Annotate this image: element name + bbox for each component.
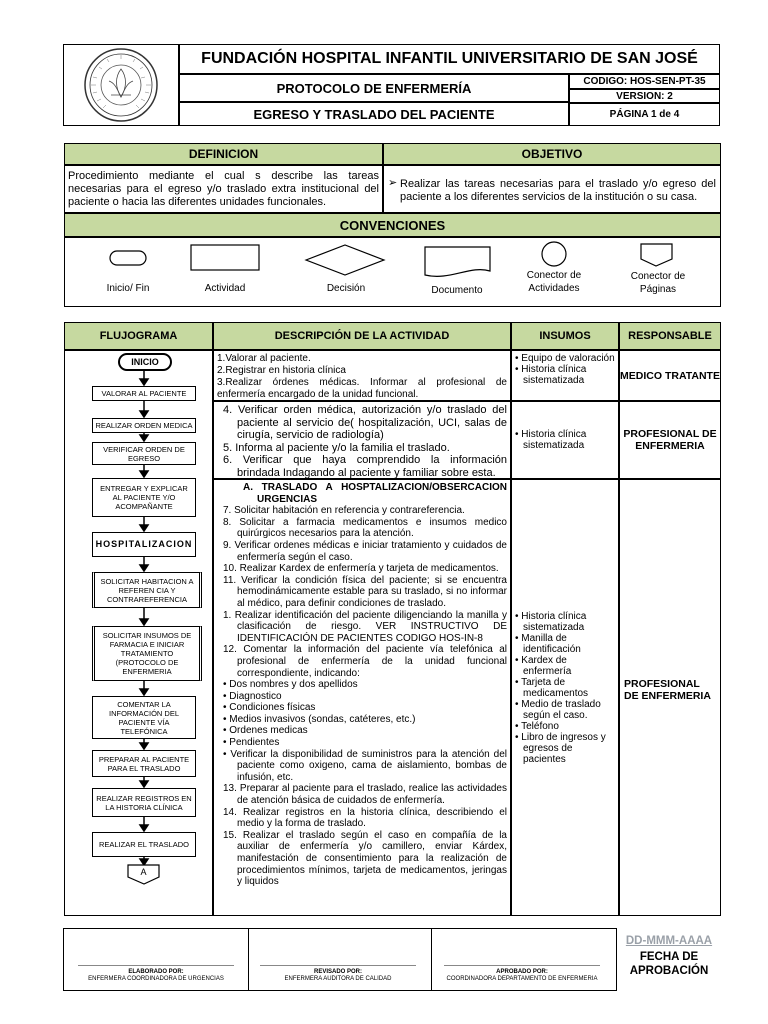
description-item: 7. Solicitar habitación en referencia y contrareferencia.	[223, 505, 465, 517]
description-item: 6. Verificar que haya comprendido la información brindada Indagando al paciente y familiar sobre esta.	[223, 454, 507, 479]
document-version: VERSION: 2	[569, 89, 720, 103]
row2-description	[213, 401, 511, 479]
supply-item: Historia clínica sistematizada	[521, 611, 587, 633]
description-item: 15. Realizar el traslado según el caso en compañía de la auxiliar de enfermería y/o camillero, enviar Kárdex, manifestación de consentimiento para la realización de procedimientos mínimos, tarjeta de medicamentos, jeringas y liquidos	[223, 829, 507, 888]
flow-step-valorar: VALORAR AL PACIENTE	[92, 386, 196, 401]
flow-step-realizar-registros: REALIZAR REGISTROS EN LA HISTORIA CLÍNICA	[92, 788, 196, 817]
flow-step-preparar-paciente: PREPARAR AL PACIENTE PARA EL TRASLADO	[92, 750, 196, 777]
row1-supplies: • Equipo de valoración • Historia clínica sistematizada	[511, 350, 619, 401]
supply-item: Equipo de valoración	[521, 353, 615, 364]
row1-description	[213, 350, 511, 401]
circle-shape-icon	[542, 242, 566, 266]
symbol-label-document: Documento	[431, 285, 483, 296]
flow-step-solicitar-insumos: SOLICITAR INSUMOS DE FARMACIA E INICIAR TRATAMIENTO (PROTOCOLO DE ENFERMERIA	[92, 626, 202, 681]
supply-item: Historia clínica sistematizada	[521, 429, 587, 451]
column-header-supplies: INSUMOS	[511, 322, 619, 350]
description-bullet: • Diagnostico	[223, 690, 282, 702]
flowchart-cell	[64, 350, 213, 916]
signature-title-aprobado: APROBADO POR:	[496, 969, 548, 975]
logo-cell	[63, 44, 179, 126]
description-item: 2.Registrar en historia clínica	[217, 365, 346, 376]
page-number: PÁGINA 1 de 4	[569, 103, 720, 126]
conventions-heading: CONVENCIONES	[64, 213, 721, 237]
symbol-label-activity: Actividad	[204, 283, 246, 294]
procedure-title: EGRESO Y TRASLADO DEL PACIENTE	[179, 102, 569, 126]
column-header-responsible: RESPONSABLE	[619, 322, 721, 350]
flow-start-terminator: INICIO	[118, 353, 172, 371]
flow-step-hospitalizacion: HOSPITALIZACION	[92, 532, 196, 557]
offpage-shape-icon	[641, 244, 672, 266]
description-bullet: • Verificar la disponibilidad de suministros para la atención del paciente como oxigeno, cama de aislamiento, bombas de infusión, etc.	[223, 748, 507, 783]
description-item: 5. Informa al paciente y/o la familia el traslado.	[223, 441, 450, 454]
approval-date-placeholder: DD-MMM-AAAA	[625, 935, 713, 947]
rectangle-shape-icon	[191, 245, 259, 270]
supply-item: Kardex de enfermería	[521, 655, 572, 677]
signature-role-elaborado: ENFERMERA COORDINADORA DE URGENCIAS	[88, 976, 224, 982]
flow-step-orden-medica: REALIZAR ORDEN MEDICA	[92, 418, 196, 433]
description-item: 10. Realizar Kardex de enfermería y tarjeta de medicamentos.	[223, 563, 499, 575]
signature-role-aprobado: COORDINADORA DEPARTAMENTO DE ENFERMERIA	[446, 976, 598, 982]
supply-item: Teléfono	[521, 721, 559, 732]
definition-text: Procedimiento mediante el cual s describe las tareas necesarias para el egreso y/o traslado extra institucional del paciente o hacia las diferentes unidades funcionales.	[64, 165, 383, 213]
signature-title-revisado: REVISADO POR:	[313, 969, 362, 975]
symbol-label-decision: Decisión	[326, 283, 366, 294]
symbol-label-page-connector: Conector de Páginas	[630, 271, 686, 295]
conventions-panel	[64, 237, 721, 307]
description-bullet: • Ordenes medicas	[223, 725, 308, 737]
column-header-description: DESCRIPCIÓN DE LA ACTIVIDAD	[213, 322, 511, 350]
section-heading: A. TRASLADO A HOSPTALIZACION/OBSERCACION URGENCIAS	[243, 482, 507, 505]
symbol-label-start-end: Inicio/ Fin	[106, 283, 150, 294]
description-item: 13. Preparar al paciente para el traslado, realice las actividades de atención básica de cuidados de enfermería.	[223, 783, 507, 807]
signature-role-revisado: ENFERMERA AUDITORA DE CALIDAD	[284, 976, 392, 982]
flow-step-comentar-informacion: COMENTAR LA INFORMACIÓN DEL PACIENTE VÍA TELEFÓNICA	[92, 696, 196, 739]
description-bullet: • Condiciones físicas	[223, 702, 316, 714]
supply-item: Manilla de identificación	[521, 633, 581, 655]
row2-responsible: PROFESIONAL DE ENFERMERIA	[619, 401, 721, 479]
description-item: 14. Realizar registros en la historia clínica, describiendo el medio y la forma de traslado.	[223, 806, 507, 830]
description-item: 12. Comentar la información del paciente vía telefónica al profesional de enfermería de la unidad funcional correspondiente, indicando:	[223, 644, 507, 679]
flow-step-verificar-orden: VERIFICAR ORDEN DE EGRESO	[92, 442, 196, 465]
definition-heading: DEFINICION	[64, 143, 383, 165]
hospital-seal-logo	[81, 47, 161, 123]
objective-text	[383, 165, 721, 213]
document-shape-icon	[425, 247, 490, 276]
institution-name: FUNDACIÓN HOSPITAL INFANTIL UNIVERSITARIO DE SAN JOSÉ	[179, 44, 720, 74]
description-item: 9. Verificar ordenes médicas e iniciar tratamiento y cuidados de enfermería según el caso.	[223, 539, 507, 563]
supply-item: Medio de traslado según el caso.	[521, 699, 601, 721]
row3-responsible: PROFESIONAL DE ENFERMERIA	[619, 479, 721, 916]
column-header-flowchart: FLUJOGRAMA	[64, 322, 213, 350]
description-bullet: • Dos nombres y dos apellidos	[223, 679, 358, 691]
diamond-shape-icon	[306, 245, 384, 275]
description-bullet: • Medios invasivos (sondas, catéteres, etc.)	[223, 713, 416, 725]
description-item: 4. Verificar orden médica, autorización y/o traslado del paciente al servicio de( hospitalización, UCI, salas de cirugía, servicio de radiología)	[223, 404, 507, 441]
arrow-bullet-icon: ➢	[388, 177, 398, 189]
description-item: 1.Valorar al paciente.	[217, 353, 311, 364]
flow-page-connector-label: A	[140, 867, 147, 877]
symbol-label-activity-connector: Conector de Actividades	[526, 270, 582, 294]
description-bullet: • Pendientes	[223, 737, 280, 749]
row3-supplies: • Historia clínica sistematizada • Manilla de identificación • Kardex de enfermería • Tarjeta de medicamentos • Medio de traslado según el caso. • Teléfono • Libro de ingresos y egresos de pacientes	[511, 479, 619, 916]
supply-item: Tarjeta de medicamentos	[521, 677, 589, 699]
description-item: 3.Realizar órdenes médicas. Informar al profesional de enfermería encargado de la unidad funcional.	[217, 377, 507, 400]
description-item: 11. Verificar la condición física del paciente; si se encuentra hemodinámicamente estable para su traslado, si no informar al médico, para definir condiciones de traslado.	[223, 574, 507, 609]
signature-footer	[63, 928, 617, 991]
signature-title-elaborado: ELABORADO POR:	[128, 969, 184, 975]
row3-description	[213, 479, 511, 916]
flow-step-realizar-traslado: REALIZAR EL TRASLADO	[92, 832, 196, 857]
objective-heading: OBJETIVO	[383, 143, 721, 165]
protocol-title: PROTOCOLO DE ENFERMERÍA	[179, 74, 569, 102]
terminator-shape-icon	[110, 251, 146, 265]
description-item: 1. Realizar identificación del paciente diligenciando la manilla y clasificación de riesgo. VER INSTRUCTIVO DE IDENTIFICACIÓN DE PACIENTES CODIGO HOS-IN-8	[223, 609, 507, 644]
objective-text-content: Realizar las tareas necesarias para el traslado y/o egreso del paciente a los diferentes servicios de la institución o su casa.	[400, 178, 716, 203]
description-item: 8. Solicitar a farmacia medicamentos e insumos medico quirúrgicos necesarios para la atención.	[223, 516, 507, 540]
flow-step-solicitar-habitacion: SOLICITAR HABITACION A REFEREN CIA Y CONTRAREFERENCIA	[92, 572, 202, 608]
approval-date-block	[619, 934, 719, 986]
document-code: CODIGO: HOS-SEN-PT-35	[569, 74, 720, 89]
flow-step-entregar-explicar: ENTREGAR Y EXPLICAR AL PACIENTE Y/O ACOMPAÑANTE	[92, 478, 196, 517]
supply-item: Historia clínica sistematizada	[521, 364, 587, 386]
row1-responsible: MEDICO TRATANTE	[619, 350, 721, 401]
supply-item: Libro de ingresos y egresos de pacientes	[521, 732, 606, 765]
approval-date-label: FECHA DE APROBACIÓN	[629, 951, 709, 977]
row2-supplies: • Historia clínica sistematizada	[511, 401, 619, 479]
